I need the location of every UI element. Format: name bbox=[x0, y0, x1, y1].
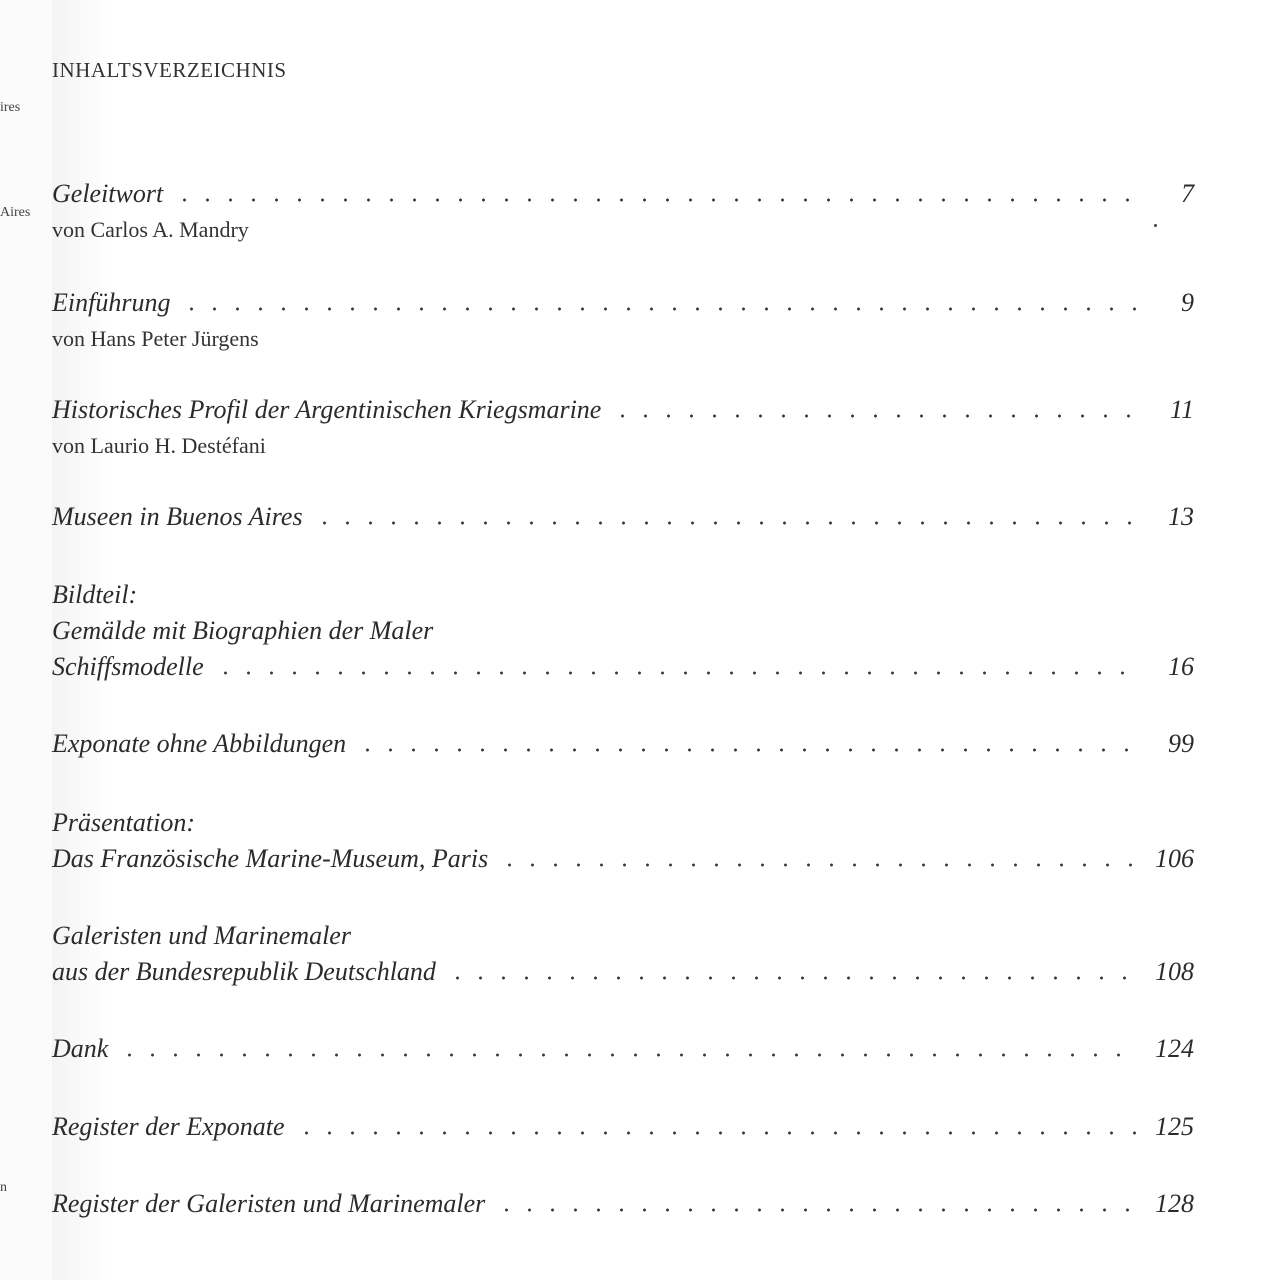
toc-entry-title: Präsentation: bbox=[52, 808, 195, 837]
toc-entry-galeristen bbox=[52, 921, 1194, 993]
toc-entry-row bbox=[52, 957, 1194, 993]
toc-entry-row bbox=[52, 652, 1194, 688]
dot-leader bbox=[295, 1131, 1141, 1135]
margin-fragment: ires bbox=[0, 100, 21, 115]
toc-entry-row bbox=[52, 729, 1194, 765]
toc-entry-title: Gemälde mit Biographien der Maler bbox=[52, 616, 434, 645]
toc-entry-title: Historisches Profil der Argentinischen Kriegsmarine bbox=[52, 395, 602, 424]
toc-entry-row bbox=[52, 580, 1194, 616]
margin-fragment: Aires bbox=[0, 205, 31, 220]
dot-leader bbox=[214, 671, 1140, 675]
toc-entry-title: Museen in Buenos Aires bbox=[52, 502, 303, 531]
toc-entry-row bbox=[52, 395, 1194, 431]
toc-entry-row bbox=[52, 1189, 1194, 1225]
toc-entry-register-galeristen bbox=[52, 1189, 1194, 1225]
toc-entry-title: Schiffsmodelle bbox=[52, 652, 204, 681]
toc-page-number: 108 bbox=[1155, 957, 1194, 986]
toc-entry-row bbox=[52, 502, 1194, 538]
toc-page bbox=[52, 0, 1262, 1280]
toc-entry-author: von Carlos A. Mandry bbox=[52, 217, 249, 242]
toc-entry-row bbox=[52, 1112, 1194, 1148]
page-title: INHALTSVERZEICHNIS bbox=[52, 58, 287, 82]
toc-page-number: 124 bbox=[1155, 1034, 1194, 1063]
dot-leader bbox=[498, 863, 1140, 867]
toc-entry-title: Dank bbox=[52, 1034, 109, 1063]
toc-entry-museen bbox=[52, 502, 1194, 538]
dot-leader bbox=[356, 748, 1140, 752]
toc-page-number: 99 bbox=[1168, 729, 1194, 758]
toc-entry-title: Register der Galeristen und Marinemaler bbox=[52, 1189, 486, 1218]
dot-leader bbox=[173, 198, 1140, 202]
toc-entry-bildteil bbox=[52, 580, 1194, 688]
margin-fragment: n bbox=[0, 1180, 7, 1195]
toc-entry-row bbox=[52, 616, 1194, 652]
toc-entry-row bbox=[52, 179, 1194, 215]
toc-entry-title: Das Französische Marine-Museum, Paris bbox=[52, 844, 489, 873]
dot-leader bbox=[313, 521, 1140, 525]
toc-entry-title: Einführung bbox=[52, 288, 171, 317]
toc-entry-einfuehrung bbox=[52, 288, 1194, 354]
toc-page-number: 125 bbox=[1155, 1112, 1194, 1141]
toc-entry-row bbox=[52, 808, 1194, 844]
toc-entry-title: Bildteil: bbox=[52, 580, 138, 609]
toc-entry-praesentation bbox=[52, 808, 1194, 880]
toc-entry-row bbox=[52, 288, 1194, 324]
toc-entry-row bbox=[52, 921, 1194, 957]
toc-page-number: 11 bbox=[1169, 395, 1194, 424]
dot-leader bbox=[118, 1053, 1140, 1057]
toc-entry-title: Geleitwort bbox=[52, 179, 164, 208]
toc-entry-title: Galeristen und Marinemaler bbox=[52, 921, 351, 950]
adjacent-page-margin bbox=[0, 0, 53, 1280]
dot-leader bbox=[495, 1208, 1140, 1212]
toc-page-number: 13 bbox=[1168, 502, 1194, 531]
toc-entry-dank bbox=[52, 1034, 1194, 1070]
toc-entry-row bbox=[52, 1034, 1194, 1070]
toc-entry-exponate-ohne-abbildungen bbox=[52, 729, 1194, 765]
toc-entry-title: Register der Exponate bbox=[52, 1112, 285, 1141]
toc-entry-title: aus der Bundesrepublik Deutschland bbox=[52, 957, 436, 986]
toc-page-number: 128 bbox=[1155, 1189, 1194, 1218]
toc-entry-title: Exponate ohne Abbildungen bbox=[52, 729, 347, 758]
toc-page-number: 7 bbox=[1181, 179, 1194, 208]
toc-page-number: 106 bbox=[1155, 844, 1194, 873]
toc-entry-register-exponate bbox=[52, 1112, 1194, 1148]
print-speck bbox=[1154, 224, 1157, 227]
toc-entry-author: von Hans Peter Jürgens bbox=[52, 326, 259, 351]
toc-page-number: 9 bbox=[1181, 288, 1194, 317]
toc-entry-row bbox=[52, 844, 1194, 880]
dot-leader bbox=[180, 307, 1140, 311]
toc-entry-historisches-profil bbox=[52, 395, 1194, 461]
toc-entry-author: von Laurio H. Destéfani bbox=[52, 433, 266, 458]
dot-leader bbox=[446, 976, 1140, 980]
toc-entry-geleitwort bbox=[52, 179, 1194, 245]
toc-page-number: 16 bbox=[1168, 652, 1194, 681]
dot-leader bbox=[611, 414, 1140, 418]
